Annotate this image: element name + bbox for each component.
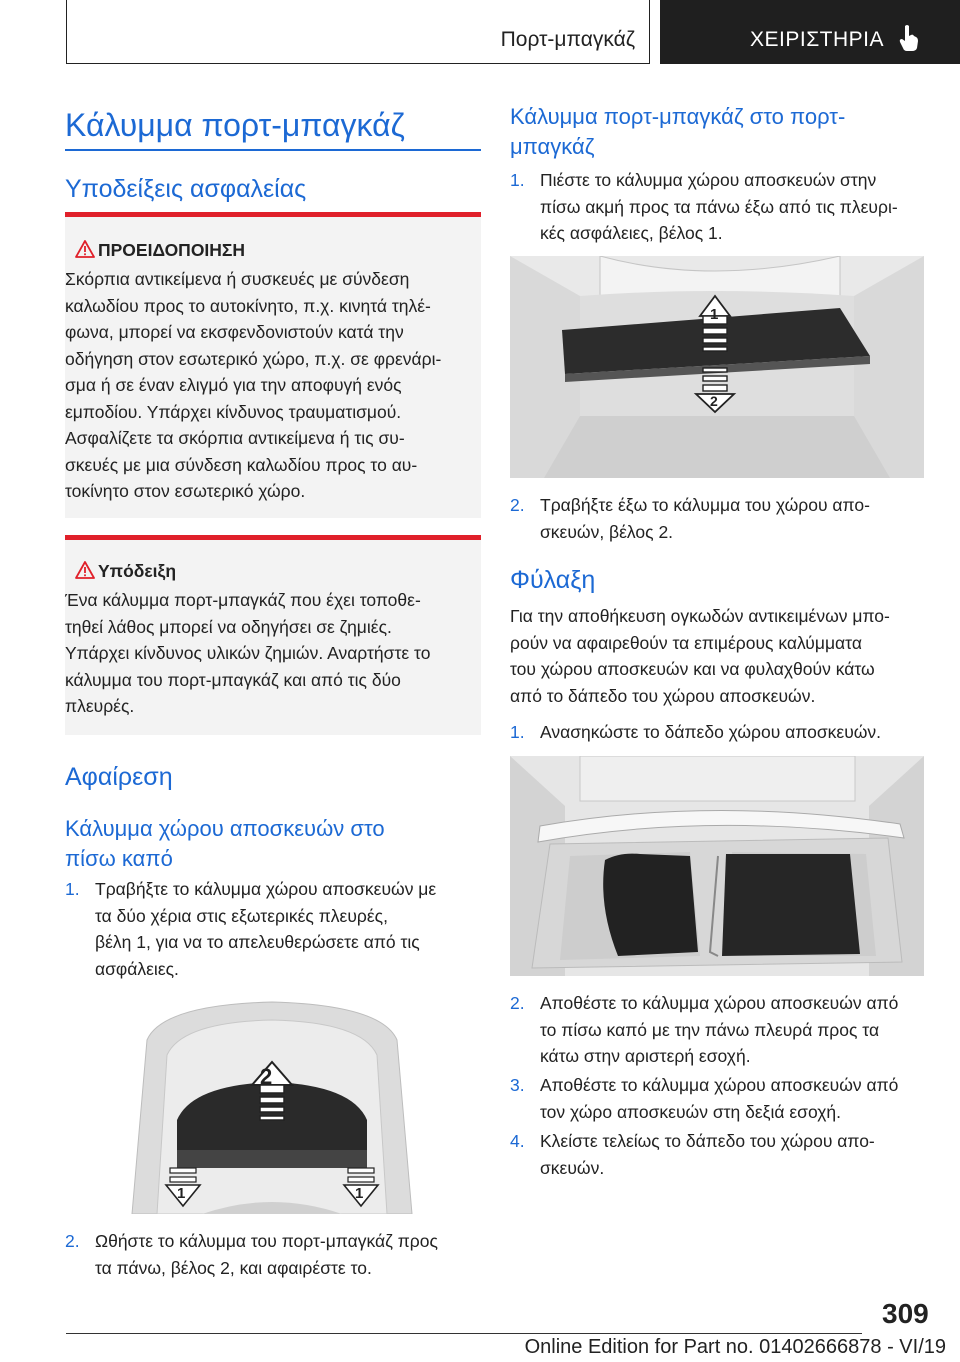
- warning-text: [65, 266, 481, 505]
- note-text: [65, 587, 481, 720]
- warning-line: Ασφαλίζετε τα σκόρπια αντικείμενα ή τις συ-: [65, 428, 405, 448]
- step-line: Ανασηκώστε το δάπεδο χώρου αποσκευών.: [540, 722, 882, 742]
- step-line: κές ασφάλειες, βέλος 1.: [540, 223, 723, 243]
- note-label: Υπόδειξη: [98, 561, 177, 581]
- step-line: σκευών.: [540, 1157, 605, 1178]
- tailgate-cover-figure: [122, 1000, 422, 1214]
- removal-sub2-heading-line: Κάλυμμα πορτ-μπαγκάζ στο πορτ-: [510, 104, 846, 129]
- step-text: [540, 167, 898, 247]
- step-line: πίσω ακμή προς τα πάνω έξω από τις πλευρι-: [540, 196, 898, 217]
- removal-heading: Αφαίρεση: [65, 763, 173, 791]
- note-line: τηθεί λάθος μπορεί να οδηγήσει σε ζημιές.: [65, 616, 392, 637]
- storage-intro-line: Για την αποθήκευση ογκωδών αντικειμένων μπο-: [510, 606, 890, 626]
- warning-line: καλωδίου προς το αυτοκίνητο, π.χ. κινητά τηλέ-: [65, 295, 431, 316]
- figure-label: 2: [260, 1064, 273, 1089]
- removal-sub2-heading-line: μπαγκάζ: [510, 134, 595, 159]
- footer-edition: Online Edition for Part no. 01402666878 - VI/19: [524, 1336, 946, 1358]
- step-number: 1.: [65, 879, 80, 899]
- step-line: Ωθήστε το κάλυμμα του πορτ-μπαγκάζ προς: [95, 1231, 438, 1251]
- footer-rule: [66, 1333, 862, 1334]
- step-line: Αποθέστε το κάλυμμα χώρου αποσκευών από: [540, 1075, 899, 1095]
- storage-heading: Φύλαξη: [510, 566, 596, 594]
- step-line: Τραβήξτε έξω το κάλυμμα του χώρου απο-: [540, 495, 870, 515]
- step-number: 2.: [510, 495, 525, 515]
- step-line: το πίσω καπό με την πάνω πλευρά προς τα: [540, 1019, 880, 1040]
- safety-heading: Υποδείξεις ασφαλείας: [65, 175, 307, 203]
- warning-rule: [65, 212, 481, 217]
- warning-line: εμποδίου. Υπάρχει κίνδυνος τραυματισμού.: [65, 401, 402, 422]
- header-section-tab: [66, 0, 650, 64]
- step-number: 2.: [65, 1231, 80, 1251]
- step-line: σκευών, βέλος 2.: [540, 521, 674, 542]
- removal-sub2-heading: [510, 102, 845, 162]
- warning-line: Σκόρπια αντικείμενα ή συσκευές με σύνδεση: [65, 269, 410, 289]
- trunk-cover-figure: [510, 256, 924, 478]
- header-chapter-tab: [660, 0, 960, 64]
- step-line: Κλείστε τελείως το δάπεδο του χώρου απο-: [540, 1131, 875, 1151]
- step-text: [95, 1228, 438, 1281]
- step-number: 1.: [510, 170, 525, 190]
- step-line: ασφάλειες.: [95, 958, 179, 979]
- note-box: [65, 535, 481, 735]
- header-section-label: Πορτ-μπαγκάζ: [500, 28, 635, 51]
- note-rule: [65, 535, 481, 540]
- warning-line: οδήγηση στον εσωτερικό χώρο, π.χ. σε φρενάρι-: [65, 348, 442, 369]
- note-line: Ένα κάλυμμα πορτ-μπαγκάζ που έχει τοποθε-: [65, 590, 421, 610]
- page-title: Κάλυμμα πορτ-μπαγκάζ: [65, 107, 405, 143]
- warning-line: τοκίνητο στον εσωτερικό χώρο.: [65, 481, 306, 501]
- storage-intro-line: ρούν να αφαιρεθούν τα επιμέρους καλύμματα: [510, 632, 862, 653]
- warning-line: φωνα, μπορεί να εκσφενδονιστούν κατά την: [65, 322, 404, 342]
- step-line: τα πάνω, βέλος 2, και αφαιρέστε το.: [95, 1257, 372, 1278]
- step-text: [95, 876, 436, 982]
- warning-line: σμα ή σε έναν ελιγμό για την αποφυγή ενός: [65, 375, 402, 395]
- note-line: Υπάρχει κίνδυνος υλικών ζημιών. Αναρτήστε το: [65, 643, 431, 663]
- warning-triangle-icon: [75, 240, 95, 258]
- step-line: κάτω στην αριστερή εσοχή.: [540, 1046, 751, 1066]
- step-number: 1.: [510, 722, 525, 742]
- removal-sub1-heading-line: πίσω καπό: [65, 846, 173, 871]
- note-line: πλευρές.: [65, 696, 135, 716]
- step-number: 3.: [510, 1075, 525, 1095]
- figure-label: 1: [177, 1185, 186, 1202]
- step-text: [540, 719, 881, 746]
- warning-box: [65, 212, 481, 518]
- step-line: Πιέστε το κάλυμμα χώρου αποσκευών στην: [540, 170, 877, 190]
- step-line: τον χώρο αποσκευών στη δεξιά εσοχή.: [540, 1101, 842, 1122]
- hand-pointer-icon: [898, 24, 920, 52]
- removal-sub1-heading: [65, 814, 385, 874]
- step-text: [540, 990, 898, 1070]
- title-underline: [65, 149, 481, 151]
- note-line: κάλυμμα του πορτ-μπαγκάζ και από τις δύο: [65, 669, 401, 690]
- figure-label: 1: [355, 1185, 364, 1202]
- step-text: [540, 492, 870, 545]
- step-line: τα δύο χέρια στις εξωτερικές πλευρές,: [95, 905, 388, 926]
- caution-triangle-icon: [75, 561, 95, 579]
- figure-label: 2: [710, 393, 718, 409]
- step-line: Τραβήξτε το κάλυμμα χώρου αποσκευών με: [95, 879, 437, 899]
- page-number: 309: [882, 1298, 929, 1329]
- step-text: [540, 1128, 875, 1181]
- step-line: βέλη 1, για να το απελευθερώσετε από τις: [95, 932, 420, 952]
- storage-intro-line: από το δάπεδο του χώρου αποσκευών.: [510, 685, 816, 706]
- header-chapter-label: ΧΕΙΡΙΣΤΗΡΙΑ: [750, 28, 885, 51]
- step-number: 4.: [510, 1131, 525, 1151]
- removal-sub1-heading-line: Κάλυμμα χώρου αποσκευών στο: [65, 816, 385, 841]
- warning-label: ΠΡΟΕΙΔΟΠΟΙΗΣΗ: [98, 240, 246, 260]
- warning-line: σκευές με μια σύνδεση καλωδίου προς το αυ-: [65, 454, 418, 475]
- step-number: 2.: [510, 993, 525, 1013]
- underfloor-storage-figure: [510, 756, 924, 976]
- figure-label: 1: [710, 306, 719, 323]
- storage-intro: [510, 603, 930, 709]
- step-text: [540, 1072, 898, 1125]
- step-line: Αποθέστε το κάλυμμα χώρου αποσκευών από: [540, 993, 899, 1013]
- storage-intro-line: του χώρου αποσκευών και να φυλαχθούν κάτω: [510, 659, 875, 679]
